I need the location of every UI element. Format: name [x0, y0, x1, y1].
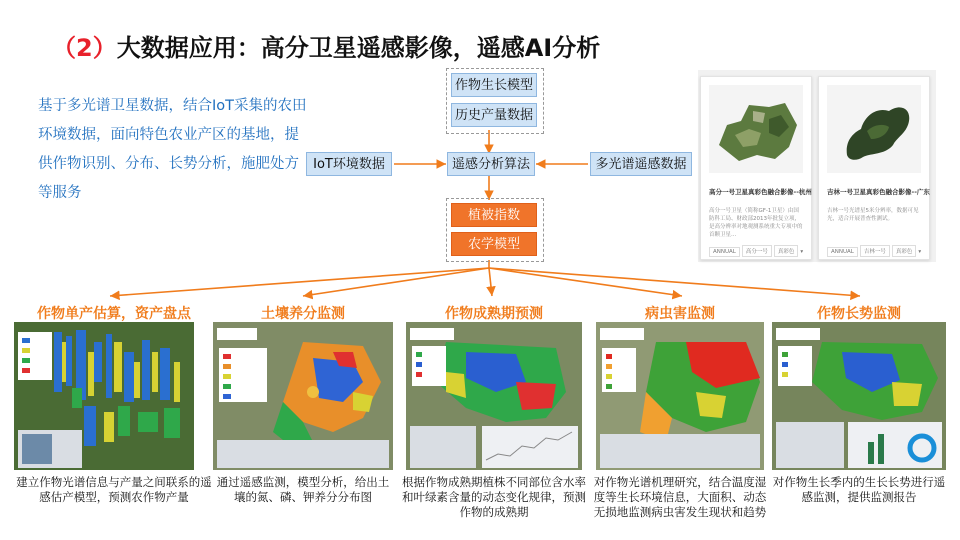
- chevron-down-icon[interactable]: ▾: [918, 249, 922, 255]
- card-title: 吉林一号卫星真彩色融合影像--广东: [827, 188, 930, 196]
- feature-map-maturity: [406, 322, 582, 470]
- tag[interactable]: 高分一号: [742, 245, 772, 257]
- satellite-image-guangdong: [827, 85, 921, 173]
- title-number: （2）: [52, 34, 117, 62]
- feature-desc-growth: 对作物生长季内的生长长势进行遥感监测，提供监测报告: [772, 475, 946, 504]
- feature-map-soil: [213, 322, 393, 470]
- feature-map-growth: [772, 322, 946, 470]
- algorithm-box: 遥感分析算法: [447, 152, 535, 176]
- feature-title-maturity: 作物成熟期预测: [445, 306, 543, 322]
- tag[interactable]: 吉林一号: [860, 245, 890, 257]
- feature-title-yield: 作物单产估算，资产盘点: [37, 306, 191, 322]
- feature-title-pest: 病虫害监测: [645, 306, 715, 322]
- tag[interactable]: ANNUAL: [827, 247, 858, 257]
- card-description: 高分一号卫星（简称GF-1卫星）由国防科工局、财政部2013年批复立项，是高分辨率对地观测系统重大专项中的首颗卫星...: [709, 208, 803, 238]
- vegetation-index-box: 植被指数: [451, 203, 537, 227]
- historical-yield-box: 历史产量数据: [451, 103, 537, 127]
- card-description: 吉林一号光谱星5米分辨率，数据可见光，适合开展普查性测试。: [827, 208, 919, 222]
- chevron-down-icon[interactable]: ▾: [800, 249, 804, 255]
- satellite-card-hangzhou[interactable]: [700, 76, 812, 260]
- crop-growth-model-box: 作物生长模型: [451, 73, 537, 97]
- feature-map-pest: [596, 322, 764, 470]
- feature-title-soil: 土壤养分监测: [261, 306, 345, 322]
- feature-desc-pest: 对作物光谱机理研究，结合温度湿度等生长环境信息，大面积、动态无损地监测病虫害发生现状和趋势: [593, 475, 767, 519]
- feature-desc-soil: 通过遥感监测，模型分析，给出土壤的氮、磷、钾养分分布图: [216, 475, 390, 504]
- tag[interactable]: 真彩色: [774, 245, 799, 257]
- card-title: 高分一号卫星真彩色融合影像--杭州: [709, 188, 812, 196]
- title-text: 大数据应用：高分卫星遥感影像，遥感AI分析: [116, 34, 601, 62]
- intro-text: 基于多光谱卫星数据，结合IoT采集的农田环境数据，面向特色农业产区的基地，提供作物识别、分布、长势分析，施肥处方等服务: [38, 98, 307, 201]
- satellite-image-hangzhou: [709, 85, 803, 173]
- feature-desc-maturity: 根据作物成熟期植株不同部位含水率和叶绿素含量的动态变化规律，预测作物的成熟期: [402, 475, 586, 519]
- card-tags: [827, 245, 921, 257]
- multispectral-data-box: 多光谱遥感数据: [590, 152, 692, 176]
- satellite-card-guangdong[interactable]: [818, 76, 930, 260]
- feature-map-yield: [14, 322, 194, 470]
- feature-title-growth: 作物长势监测: [817, 306, 901, 322]
- card-tags: [709, 245, 803, 257]
- tag[interactable]: ANNUAL: [709, 247, 740, 257]
- feature-desc-yield: 建立作物光谱信息与产量之间联系的遥感估产模型，预测农作物产量: [16, 475, 212, 504]
- agronomic-model-box: 农学模型: [451, 232, 537, 256]
- iot-data-box: IoT环境数据: [306, 152, 392, 176]
- tag[interactable]: 真彩色: [892, 245, 917, 257]
